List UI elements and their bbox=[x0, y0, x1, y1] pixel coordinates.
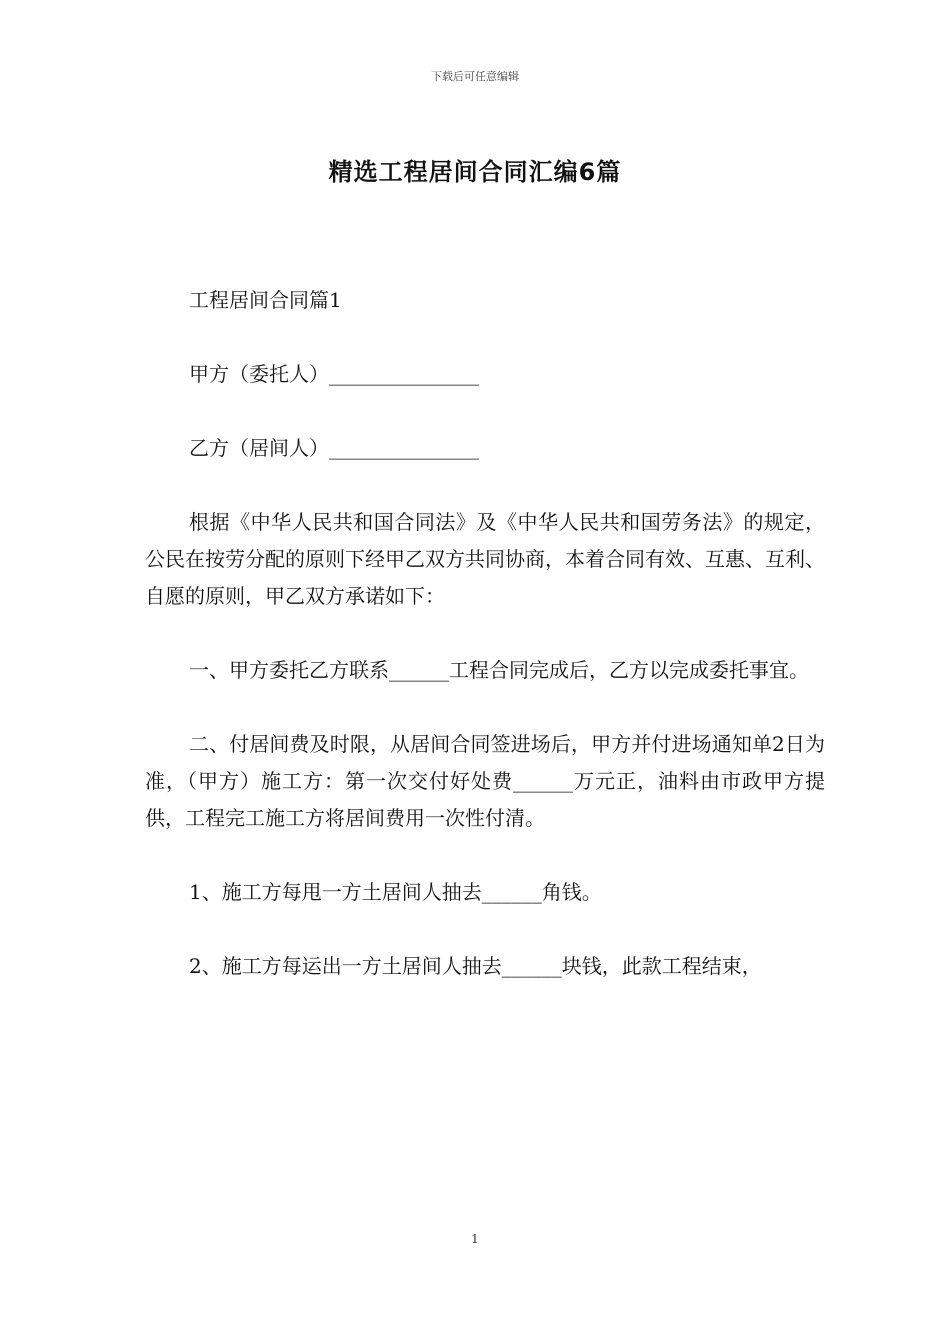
party-a-line: 甲方（委托人）_______________ bbox=[189, 362, 479, 386]
clause-two: 二、付居间费及时限，从居间合同签进场后，甲方并付进场通知单2日为准，（甲方）施工方：第一次交付好处费______万元正，油料由市政甲方提供，工程完工施工方将居间费用一次性付清。 bbox=[145, 732, 825, 830]
clause-one: 一、甲方委托乙方联系______工程合同完成后，乙方以完成委托事宜。 bbox=[189, 658, 809, 682]
document-body bbox=[145, 282, 825, 1022]
preamble-paragraph: 根据《中华人民共和国合同法》及《中华人民共和国劳务法》的规定，公民在按劳分配的原则下经甲乙双方共同协商，本着合同有效、互惠、互利、自愿的原则，甲乙双方承诺如下： bbox=[145, 510, 825, 608]
header-note: 下载后可任意编辑 bbox=[431, 70, 519, 83]
document-title: 精选工程居间合同汇编6篇 bbox=[328, 158, 622, 186]
sub-clause-1: 1、施工方每甩一方土居间人抽去______角钱。 bbox=[189, 880, 602, 904]
sub-clause-2: 2、施工方每运出一方土居间人抽去______块钱，此款工程结束， bbox=[189, 954, 762, 978]
page-number: 1 bbox=[471, 1232, 479, 1246]
section-heading: 工程居间合同篇1 bbox=[189, 288, 342, 312]
party-b-line: 乙方（居间人）_______________ bbox=[189, 436, 479, 460]
